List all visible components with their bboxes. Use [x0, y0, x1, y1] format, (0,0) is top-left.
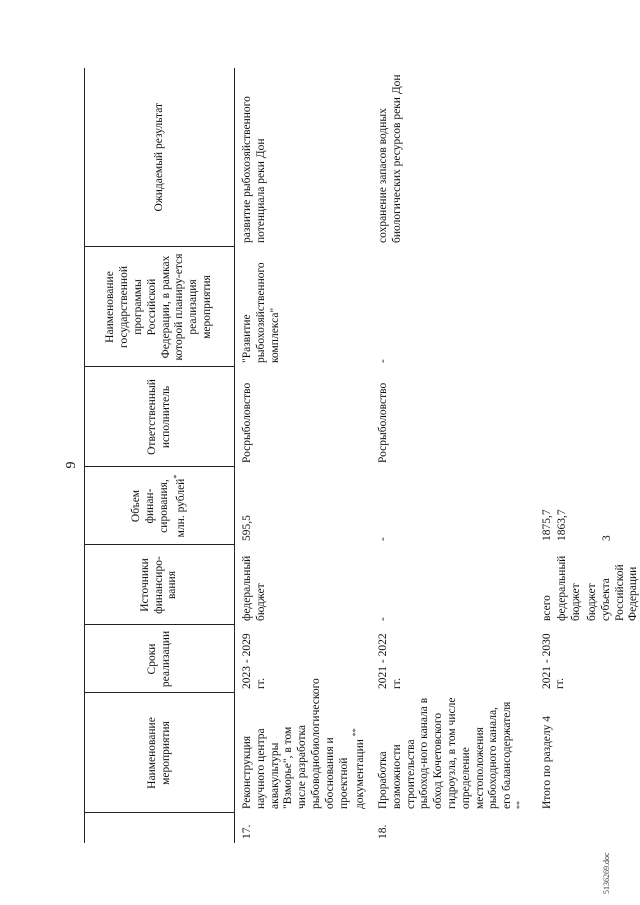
header-name: Наименование мероприятия [85, 693, 235, 813]
row-source: федеральный бюджет [241, 555, 267, 621]
total-volume-federal: 1863,7 [556, 509, 569, 541]
total-program [535, 247, 640, 367]
row-name-text: Проработка возможности строительства рыбоход-ного канала в обход Кочетовского гидроузла, в том числе определение местоположения рыбоходного канала, его балансодержателя [377, 697, 514, 809]
row-period: 2023 - 2029 гг. [241, 633, 267, 689]
row-volume: 595,5 [241, 515, 253, 541]
header-source: Источники финансиро-вания [85, 545, 235, 625]
row-program: - [377, 359, 389, 363]
row-source: - [377, 617, 389, 621]
total-volume-regional: 3 [601, 535, 614, 541]
total-row [535, 68, 640, 843]
total-result [535, 68, 640, 247]
header-volume-mark: * [171, 474, 181, 479]
table-header [85, 68, 235, 843]
total-responsible [535, 367, 640, 467]
row-period: 2021 - 2022 гг. [377, 633, 403, 689]
row-result: развитие рыбохозяйственного потенциала реки Дон [241, 96, 267, 243]
activities-table [84, 68, 640, 843]
table-row [235, 68, 372, 843]
row-name-text: Реконструкция научного центра аквакультуры "Взморье", в том числе разработка рыбоводнобиологического обоснования и проектной документации [241, 678, 367, 809]
row-name-mark: ** [514, 801, 524, 809]
row-responsible: Росрыболовство [377, 382, 389, 463]
header-period: Сроки реализации [85, 625, 235, 693]
row-name-mark: ** [351, 728, 361, 737]
header-volume-text: Объем финан-сирования, млн. рублей [130, 478, 187, 538]
row-result: сохранение запасов водных биологических ресурсов реки Дон [377, 74, 403, 243]
row-program: "Развитие рыбохозяйственного комплекса" [241, 262, 281, 363]
total-volumes [535, 467, 640, 545]
spacer [572, 471, 599, 541]
row-num: 17. [241, 824, 253, 839]
file-footer: 5136269.doc [602, 852, 611, 894]
total-source-federal: федеральный бюджет [556, 555, 583, 621]
header-program: Наименование государственной программы Российской Федерации, в рамках которой планиру-ется реализация мероприятия [85, 247, 235, 367]
total-volume-all: 1875,7 [540, 509, 553, 541]
row-num: 18. [377, 824, 389, 839]
row-name [371, 693, 535, 813]
total-sources [535, 545, 640, 625]
total-source-regional: бюджет субъекта Российской Федерации [585, 564, 640, 621]
total-period: 2021 - 2030 гг. [540, 633, 567, 689]
row-name [235, 678, 372, 813]
page-number: 9 [64, 461, 79, 469]
table-row [371, 68, 535, 843]
total-num [535, 813, 640, 843]
total-source-all: всего [540, 595, 553, 621]
header-num [85, 813, 235, 843]
row-volume: - [377, 537, 389, 541]
header-volume [85, 467, 235, 545]
header-responsible: Ответственный исполнитель [85, 367, 235, 467]
row-responsible: Росрыболовство [241, 382, 253, 463]
total-label: Итого по разделу 4 [540, 715, 553, 809]
header-result: Ожидаемый результат [85, 68, 235, 247]
